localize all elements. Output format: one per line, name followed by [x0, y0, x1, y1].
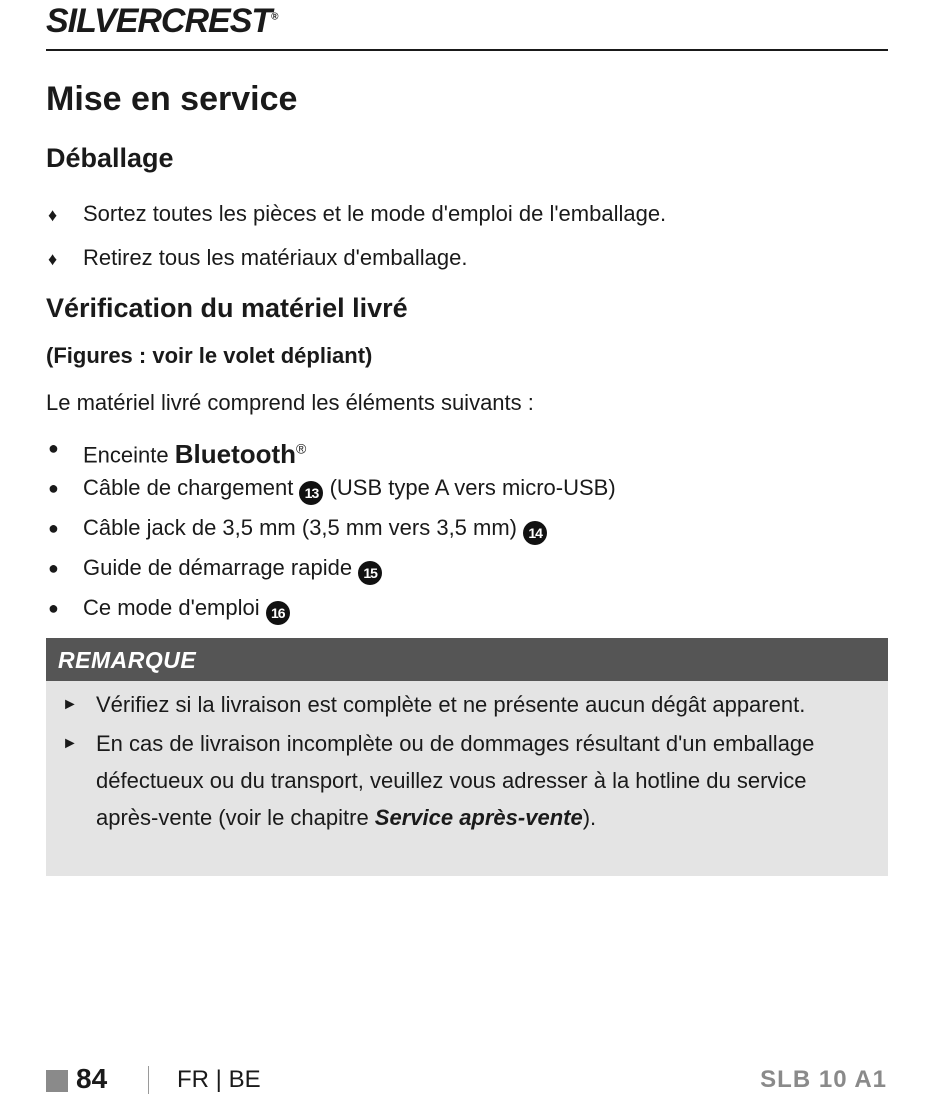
list-item: ● Câble jack de 3,5 mm (3,5 mm vers 3,5 mm) 14 — [46, 511, 616, 551]
diamond-bullet-icon: ♦ — [48, 249, 58, 269]
list-item: ● Guide de démarrage rapide 15 — [46, 551, 616, 591]
item-number-badge: 16 — [266, 601, 290, 625]
list-item: ● Ce mode d'emploi 16 — [46, 591, 616, 631]
item-number-badge: 14 — [523, 521, 547, 545]
bullet-icon: ● — [48, 598, 59, 618]
list-item: ♦ Sortez toutes les pièces et le mode d'emploi de l'emballage. — [46, 197, 666, 241]
header-rule — [46, 49, 888, 51]
unpacking-list — [46, 197, 666, 285]
check-intro: Le matériel livré comprend les éléments suivants : — [46, 390, 534, 415]
footer-divider — [148, 1066, 149, 1094]
bullet-icon: ● — [48, 478, 59, 498]
language-code: FR | BE — [177, 1066, 261, 1093]
list-item: ♦ Retirez tous les matériaux d'emballage. — [46, 241, 666, 285]
note-title: REMARQUE — [46, 638, 888, 681]
unpacking-heading: Déballage — [46, 143, 174, 173]
check-heading: Vérification du matériel livré — [46, 293, 408, 323]
arrow-bullet-icon: ► — [62, 696, 78, 713]
bullet-icon: ● — [48, 518, 59, 538]
section-title: Mise en service — [46, 80, 298, 118]
diamond-bullet-icon: ♦ — [48, 205, 58, 225]
item-number-badge: 13 — [299, 481, 323, 505]
note-box — [46, 638, 888, 876]
page-footer — [0, 1060, 950, 1100]
item-number-badge: 15 — [358, 561, 382, 585]
list-item: ● Câble de chargement 13 (USB type A vers micro-USB) — [46, 471, 616, 511]
note-list — [46, 686, 888, 838]
bullet-icon: ● — [48, 438, 59, 458]
bullet-icon: ● — [48, 558, 59, 578]
model-number: SLB 10 A1 — [760, 1066, 887, 1093]
list-item: ► En cas de livraison incomplète ou de dommages résultant d'un emballage défectueux ou du transport, veuillez vous adresser à la hotline du service après-vente (voir le chapitre Service après-vente). — [46, 725, 888, 836]
page-marker-square — [46, 1070, 68, 1092]
bluetooth-wordmark: Bluetooth® — [174, 438, 307, 469]
contents-list — [46, 431, 616, 631]
arrow-bullet-icon: ► — [62, 735, 78, 752]
brand-logo: SILVERCREST® — [46, 2, 278, 40]
page-number: 84 — [76, 1063, 108, 1094]
list-item: ► Vérifiez si la livraison est complète et ne présente aucun dégât apparent. — [46, 686, 888, 723]
chapter-reference: Service après-vente — [374, 805, 583, 830]
list-item: ● Enceinte Bluetooth® — [46, 431, 616, 471]
check-subheading: (Figures : voir le volet dépliant) — [46, 343, 373, 368]
